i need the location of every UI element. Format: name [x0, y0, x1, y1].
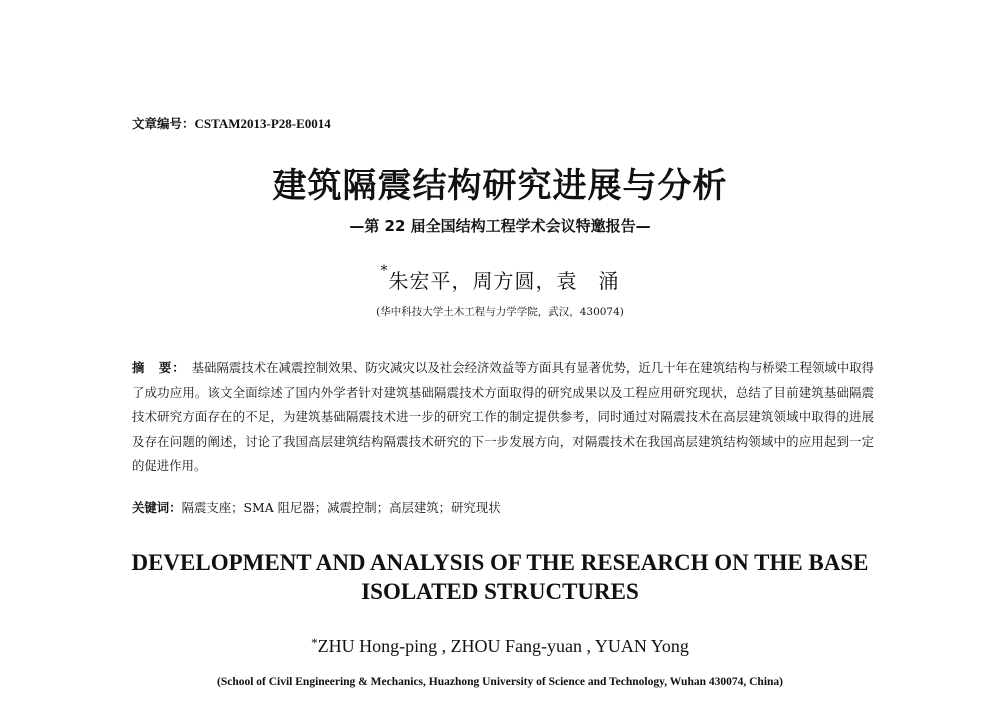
- subtitle-chinese: —第 22 届全国结构工程学术会议特邀报告—: [349, 217, 651, 235]
- authors-chinese-names: 朱宏平，周方圆，袁 涌: [388, 269, 620, 293]
- corresponding-author-marker-en: *: [311, 635, 318, 650]
- title-chinese: 建筑隔震结构研究进展与分析: [272, 166, 728, 206]
- title-english-line-1: DEVELOPMENT AND ANALYSIS OF THE RESEARCH ON THE BASE: [131, 550, 869, 575]
- article-number-value: CSTAM2013-P28-E0014: [194, 116, 331, 131]
- abstract: [132, 356, 874, 479]
- article-number-label: 文章编号：: [132, 116, 195, 131]
- authors-english-names: ZHU Hong-ping , ZHOU Fang-yuan , YUAN Yong: [317, 636, 689, 656]
- authors-english: [0, 636, 1000, 657]
- affiliation-chinese: (华中科技大学土木工程与力学学院，武汉，430074): [376, 306, 624, 318]
- keywords: [132, 498, 501, 516]
- title-english-line-2: ISOLATED STRUCTURES: [361, 579, 639, 604]
- article-number: [132, 114, 331, 132]
- keywords-label: 关键词：: [132, 500, 182, 515]
- abstract-label: 摘 要：: [132, 360, 186, 375]
- affiliation-english: (School of Civil Engineering & Mechanics, Huazhong University of Science and Technology, Wuhan 430074, China): [216, 676, 783, 688]
- authors-chinese: [0, 265, 1000, 294]
- keywords-text: 隔震支座；SMA 阻尼器；减震控制；高层建筑；研究现状: [181, 500, 501, 515]
- abstract-text: 基础隔震技术在减震控制效果、防灾减灾以及社会经济效益等方面具有显著优势，近几十年在建筑结构与桥梁工程领域中取得了成功应用。该文全面综述了国内外学者针对建筑基础隔震技术方面取得的研究成果以及工程应用研究现状，总结了目前建筑基础隔震技术研究方面存在的不足，为建筑基础隔震技术进一步的研究工作的制定提供参考，同时通过对隔震技术在高层建筑领域中取得的进展及存在问题的阐述，讨论了我国高层建筑结构隔震技术研究的下一步发展方向，对隔震技术在我国高层建筑结构领域中的应用起到一定的促进作用。: [132, 360, 875, 473]
- title-english: [100, 548, 900, 606]
- corresponding-author-marker: *: [380, 263, 389, 279]
